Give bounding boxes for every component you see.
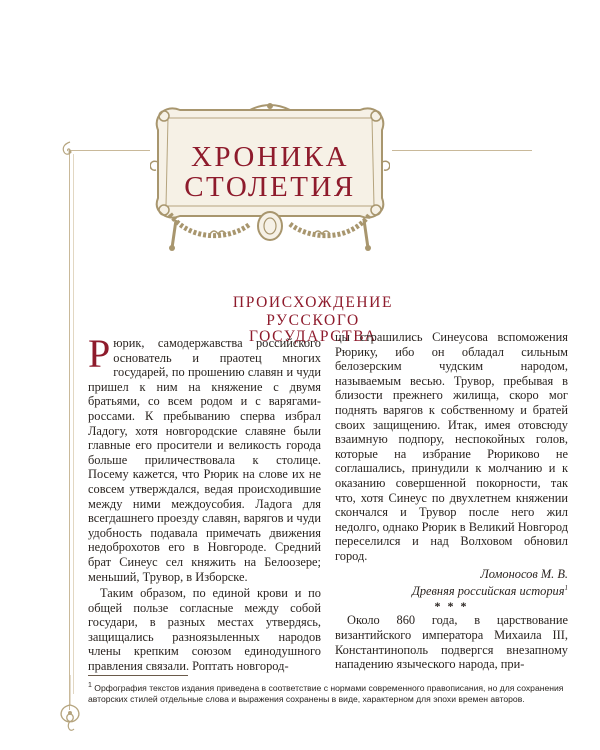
left-column: [88, 331, 321, 674]
left-paragraph-2: Таким образом, по единой крови и по общей пользе согласные между собой государи, в разных местах утвердясь, защищались разноязыленных народов члены крепким союзом единодушного правления связали. Роптать новгород-: [88, 586, 321, 674]
left-paragraph-1-text: юрик, самодержавства российского основатель и праотец многих государей, по прошению славян и чуди пришел к ним на княжение с двумя братьями, со всем родом и с варягами-россами. К пребыванию сперва избрал Ладогу, хотя новгородские славяне были главные его просители и великость города больше приличествовала к столице. Посему кажется, что Рюрик на слове их не совсем утверждался, ведая происходившие между ними междоусобия. Ладога для всегдашнего проезду славян, варягов и чуди удобность подавала примечать движения недоброхотов его в Новгороде. Средний брат Синеус сел княжить на Белоозере; меньший, Трувор, в Изборске.: [88, 336, 321, 584]
frame-line-left: [69, 150, 70, 710]
corner-flourish-top-left: [58, 140, 82, 164]
frame-line-top-right: [392, 150, 532, 151]
corner-flourish-bottom-left: [52, 675, 92, 735]
quote-work-title: Древняя российская история: [411, 584, 565, 599]
section-title-line1: ПРОИСХОЖДЕНИЕ: [232, 294, 394, 311]
section-title-line2: РУССКОГО ГОСУДАРСТВА: [248, 312, 378, 345]
footnote-text: Орфография текстов издания приведена в соответствие с нормами современного правописания, но для сохранения авторских стилей отдельные слова и выражения сохранены в виде, характерном для эпохи времен авторов.: [88, 682, 564, 704]
right-paragraph-1: цы страшились Синеусова вспоможения Рюрику, ибо он обладал сильным белозерским чудским народом, называемым весью. Трувор, пребывая в близости прежнего жилища, скоро мог поднять варягов к собственному и братей своих защищению. Итак, имея отовсюду взаимную подпору, неспокойных голов, которые на избрание Рюриково не соглашались, принудили к молчанию и к оказанию совершенной покорности, так что, хотя Синеус по двухлетнем княжении скончался и Трувор после него жил недолго, однако Рюрик в Великий Новгород переселился и над Волховом обновил город.: [335, 330, 568, 563]
drop-cap: Р: [88, 331, 111, 376]
footnote-rule: [88, 675, 188, 676]
frame-line-left-inner: [73, 154, 74, 694]
section-separator: * * *: [434, 598, 469, 613]
quote-work: [335, 581, 568, 599]
footnote: [88, 680, 568, 705]
chronicle-title-line2: СТОЛЕТИЯ: [184, 171, 356, 203]
right-column: [335, 330, 568, 672]
quote-author: Ломоносов М. В.: [480, 566, 568, 581]
footnote-mark: 1: [88, 682, 92, 689]
chronicle-cartouche: [150, 102, 390, 252]
left-paragraph-1: [88, 331, 321, 584]
footnote-ref: 1: [564, 584, 568, 593]
right-paragraph-2: Около 860 года, в царствование византийского императора Михаила III, Константинополь подвергся внезапному нападению языческого народа, при-: [335, 613, 568, 672]
chronicle-title-line1: ХРОНИКА: [190, 141, 350, 173]
